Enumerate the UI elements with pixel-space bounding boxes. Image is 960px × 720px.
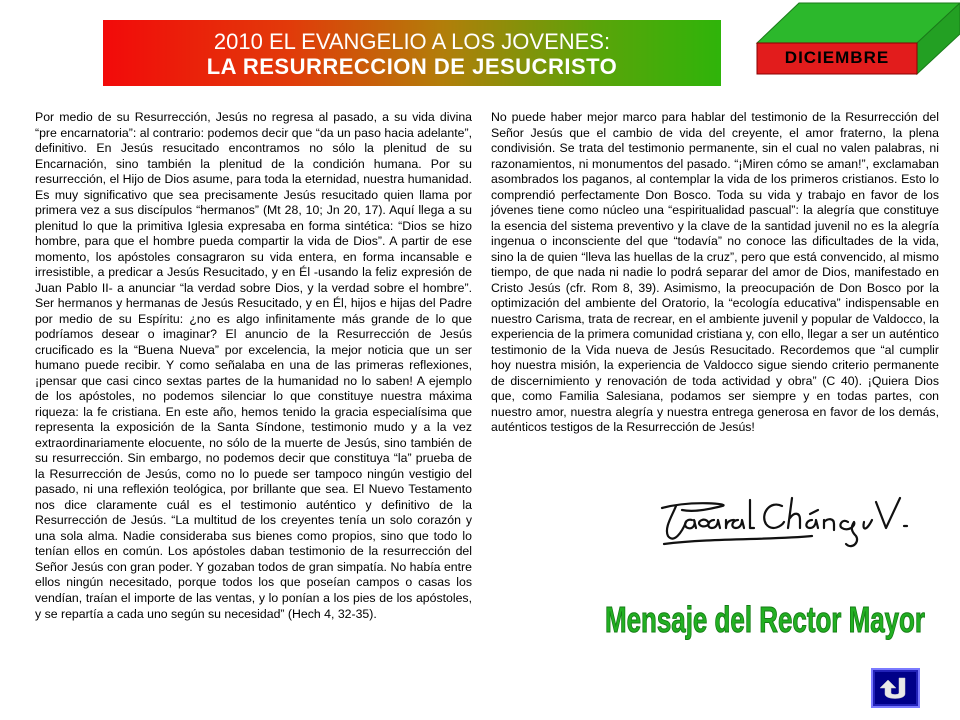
home-button[interactable] [871, 668, 920, 708]
body-text-right: No puede haber mejor marco para hablar del testimonio de la Resurrección del Señor Jesús que el cambio de vida del creyente, el amor fraterno, la plena condivisión. Se trata del testimonio permanente, sin el cual no valen palabras, ni razonamientos, ni monumentos del pasado. “¡Miren cómo se aman!”, exclamaban asombrados los paganos, al contemplar la vida de los primeros cristianos. Esto lo comprendió perfectamente Don Bosco. Toda su vida y trabajo en favor de los jóvenes tiene como núcleo una “espiritualidad pascual”: la alegría que constituye la esencia del sistema preventivo y la clave de la santidad juvenil no es la alegría ingenua o inconsciente del que “todavía” no conoce las dificultades de la vida, sino la de quien “lleva las huellas de la cruz”, pero que está convencido, al mismo tiempo, de que nada ni nadie lo podrá separar del amor de Dios, manifestado en Cristo Jesús (cfr. Rom 8, 39). Asimismo, la preocupación de Don Bosco por la optimización del ambiente del Oratorio, la “ecología educativa” indispensable en nuestro Carisma, trata de recrear, en el ambiente juvenil y popular de Valdocco, la experiencia de la primera comunidad cristiana y, con ello, llegar a ser un auténtico testimonio de la Vida nueva de Jesús Resucitado. Recordemos que “al cumplir hoy nuestra misión, la experiencia de Valdocco sigue siendo criterio permanente de discernimiento y renovación de toda actividad y obra” (C 40). ¡Quiera Dios que, como Familia Salesiana, podamos ser siempre y en todas partes, con nuestro amor, nuestra alegría y nuestra entrega generosa en favor de los demás, auténticos testigos de la Resurrección de Jesús! [491, 110, 939, 435]
title-banner [103, 20, 721, 86]
rector-title-graphic [600, 594, 930, 642]
month-label: DICIEMBRE [784, 48, 890, 67]
signature-image [652, 486, 920, 560]
body-text-left: Por medio de su Resurrección, Jesús no regresa al pasado, a su vida divina “pre encarnatoria”: al contrario: podemos decir que “da un paso hacia adelante”, definitivo. En Jesús resucitado encontramos no sólo la plenitud de su Encarnación, sino también la plenitud de la condición humana. Por su resurrección, el Hijo de Dios asume, para toda la eternidad, nuestra humanidad. Es muy significativo que sea precisamente Jesús resucitado quien llama por primera vez a sus discípulos “hermanos” (Mt 28, 10; Jn 20, 17). Aquí llega a su plenitud lo que la primitiva Iglesia expresaba en forma sintética: “Dios se hizo hombre, para que el hombre pueda compartir la vida de Dios”. A partir de ese momento, los apóstoles consagraron su vida entera, en forma incansable e irresistible, a predicar a Jesús Resucitado, y en Él -usando la feliz expresión de Juan Pablo II- a anunciar “la verdad sobre Dios, y la verdad sobre el hombre”. Ser hermanos y hermanas de Jesús Resucitado, y en Él, hijos e hijas del Padre por medio de su Espíritu: ¿no es algo infinitamente más grande de lo que podríamos desear o imaginar? El anuncio de la Resurrección de Jesús crucificado es la “Buena Nueva” por excelencia, la mejor noticia que un ser humano puede recibir. Y como señalaba en una de las primeras reflexiones, ¡pensar que casi cinco sextas partes de la humanidad no lo saben! A ejemplo de los apóstoles, no podemos silenciar lo que constituye nuestra máxima riqueza: la fe cristiana. En este año, hemos tenido la gracia especialísima que representa la exposición de la Santa Síndone, testimonio mudo y a la vez extraordinariamente elocuente, no sólo de la muerte de Jesús, sino también de su resurrección. Sin embargo, no podemos decir que constituya “la” prueba de la Resurrección de Jesús, como no lo puede ser tampoco ningún vestigio del pasado, ni una reflexión teológica, por brillante que sea. El Nuevo Testamento nos dice claramente cuál es el testimonio auténtico y definitivo de la Resurrección de Jesús. “La multitud de los creyentes tenía un solo corazón y una sola alma. Nadie consideraba sus bienes como propios, sino que todo lo tenían ellos en común. Los apóstoles daban testimonio de la resurrección del Señor Jesús con gran poder. Y gozaban todos de gran simpatía. No había entre ellos ningún necesitado, porque todos los que poseían campos o casas los vendían, traían el importe de las ventas, y lo ponían a los pies de los apóstoles, y se repartía a cada uno según su necesidad” (Hech 4, 32-35). [35, 110, 472, 621]
rector-title: Mensaje del Rector Mayor [605, 599, 925, 640]
title-line-1: 2010 EL EVANGELIO A LOS JOVENES: [213, 29, 611, 54]
title-line-2: LA RESURRECCION DE JESUCRISTO [206, 54, 618, 79]
